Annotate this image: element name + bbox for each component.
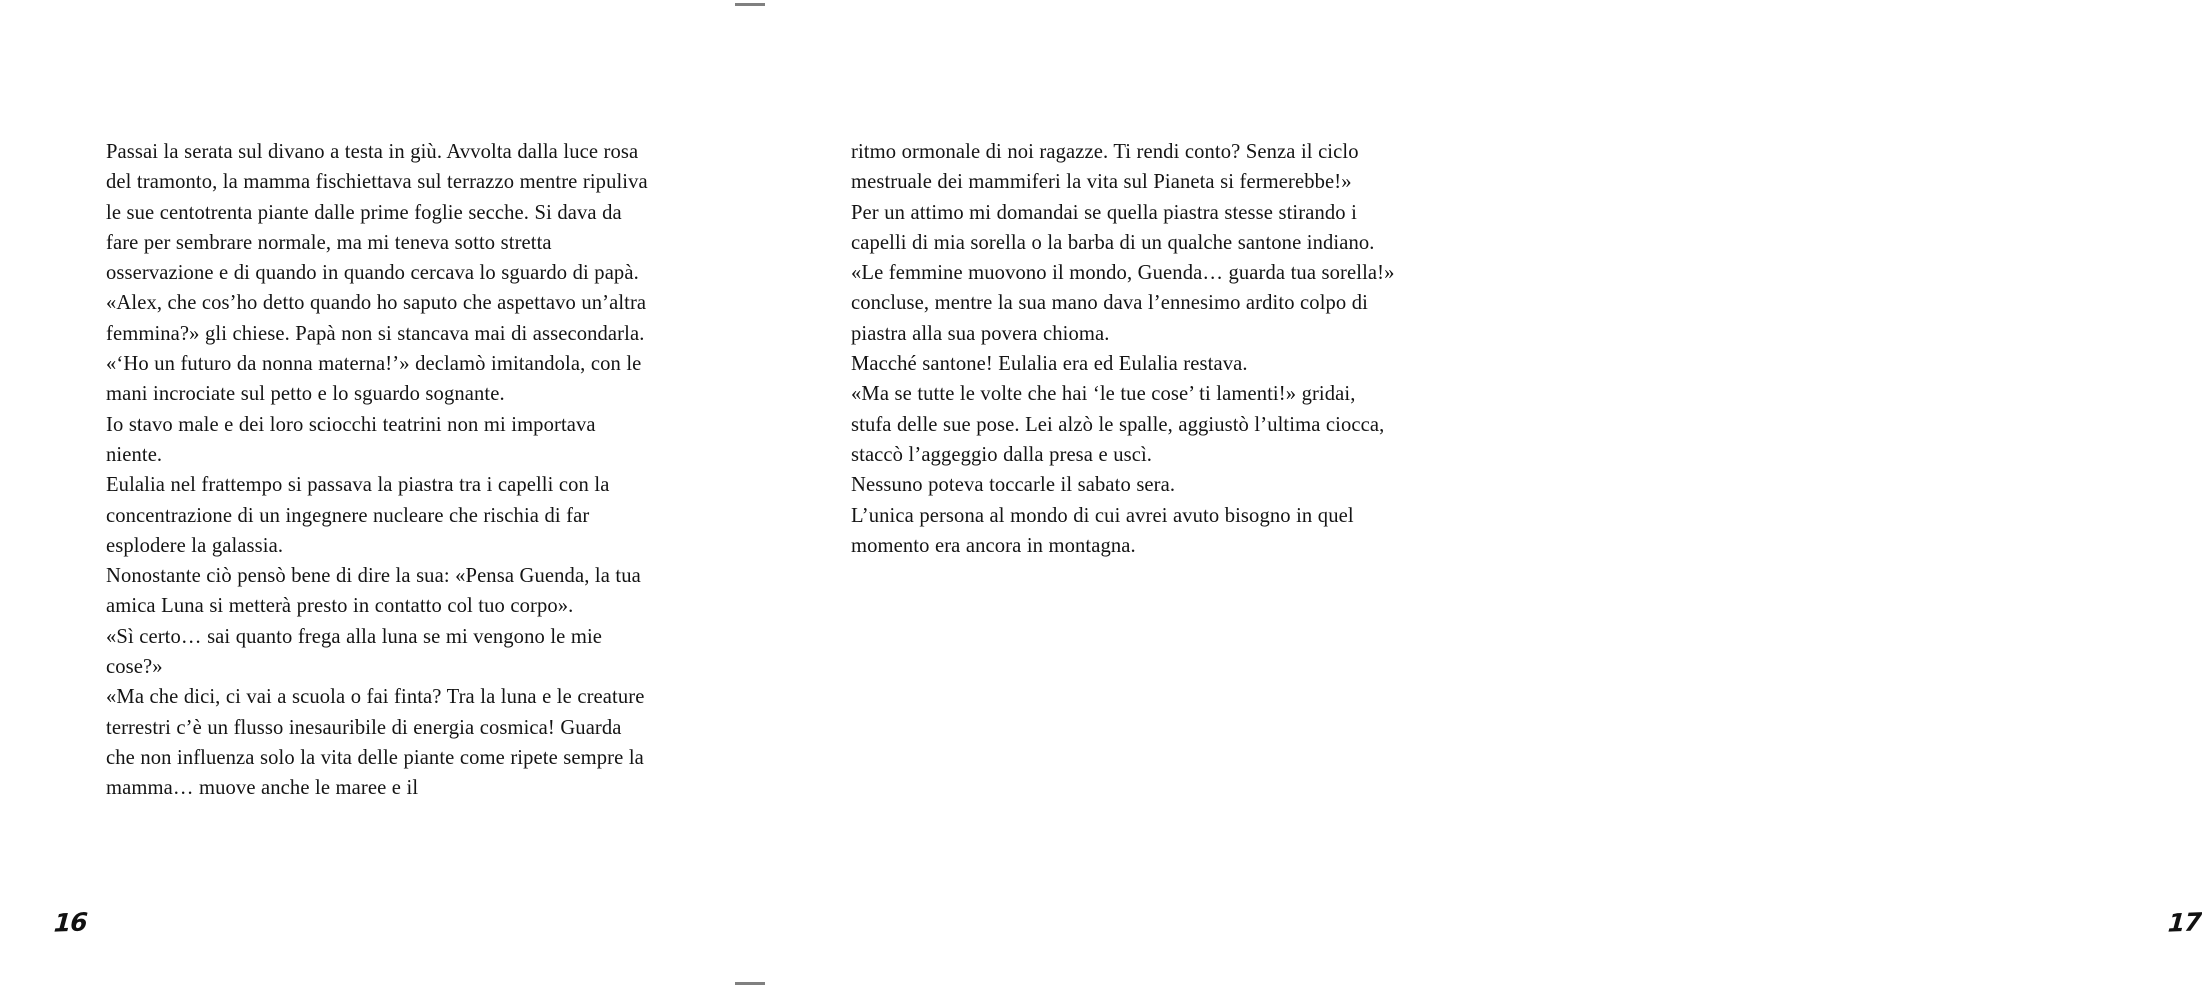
paragraph: «Alex, che cos’ho detto quando ho saputo che aspettavo un’altra femmina?» gli chiese. Papà non si stancava mai di assecondarla. (106, 292, 647, 345)
paragraph: «Sì certo… sai quanto frega alla luna se mi vengono le mie cose?» (106, 625, 603, 679)
paragraph: Macché santone! Eulalia era ed Eulalia restava. (851, 353, 1248, 376)
right-page (750, 0, 2202, 991)
left-page (0, 0, 750, 991)
page-number-right: 17 (2166, 907, 2202, 938)
paragraph: «‘Ho un futuro da nonna materna!’» declamò imitandola, con le mani incrociate sul petto e lo sguardo sognante. (106, 353, 642, 406)
paragraph: ritmo ormonale di noi ragazze. Ti rendi conto? Senza il ciclo mestruale dei mammiferi la vita sul Pianeta si fermerebbe!» (851, 141, 1359, 194)
paragraph: Nonostante ciò pensò bene di dire la sua: «Pensa Guenda, la tua amica Luna si metterà presto in contatto col tuo corpo». (106, 565, 641, 618)
paragraph: «Ma che dici, ci vai a scuola o fai finta? Tra la luna e le creature terrestri c’è un flusso inesauribile di energia cosmica! Guarda che non influenza solo la vita delle piante come ripete sempre la mamma… muove anche le maree e il (106, 686, 645, 800)
paragraph: Eulalia nel frattempo si passava la piastra tra i capelli con la concentrazione di un ingegnere nucleare che rischia di far esplodere la galassia. (106, 474, 610, 557)
paragraph: L’unica persona al mondo di cui avrei avuto bisogno in quel momento era ancora in montagna. (851, 504, 1354, 557)
paragraph: Io stavo male e dei loro sciocchi teatrini non mi importava niente. (106, 413, 596, 466)
paragraph: Per un attimo mi domandai se quella piastra stesse stirando i capelli di mia sorella o la barba di un qualche santone indiano. (851, 201, 1375, 254)
paragraph: Nessuno poteva toccarle il sabato sera. (851, 474, 1176, 497)
page-number-left: 16 (52, 907, 88, 938)
paragraph: Passai la serata sul divano a testa in giù. Avvolta dalla luce rosa del tramonto, la mamma fischiettava sul terrazzo mentre ripuliva le sue centotrenta piante dalle prime foglie secche. Si dava da fare per sembrare normale, ma mi teneva sotto stretta osservazione e di quando in quando cercava lo sguardo di papà. (106, 141, 648, 285)
bottom-binding-mark (735, 982, 765, 985)
left-page-text-body (106, 137, 651, 804)
paragraph: «Le femmine muovono il mondo, Guenda… guarda tua sorella!» concluse, mentre la sua mano dava l’ennesimo ardito colpo di piastra alla sua povera chioma. (851, 262, 1395, 345)
paragraph: «Ma se tutte le volte che hai ‘le tue cose’ ti lamenti!» gridai, stufa delle sue pose. Lei alzò le spalle, aggiustò l’ultima ciocca, staccò l’aggeggio dalla presa e uscì. (851, 383, 1385, 466)
right-page-text-body (851, 137, 1396, 561)
